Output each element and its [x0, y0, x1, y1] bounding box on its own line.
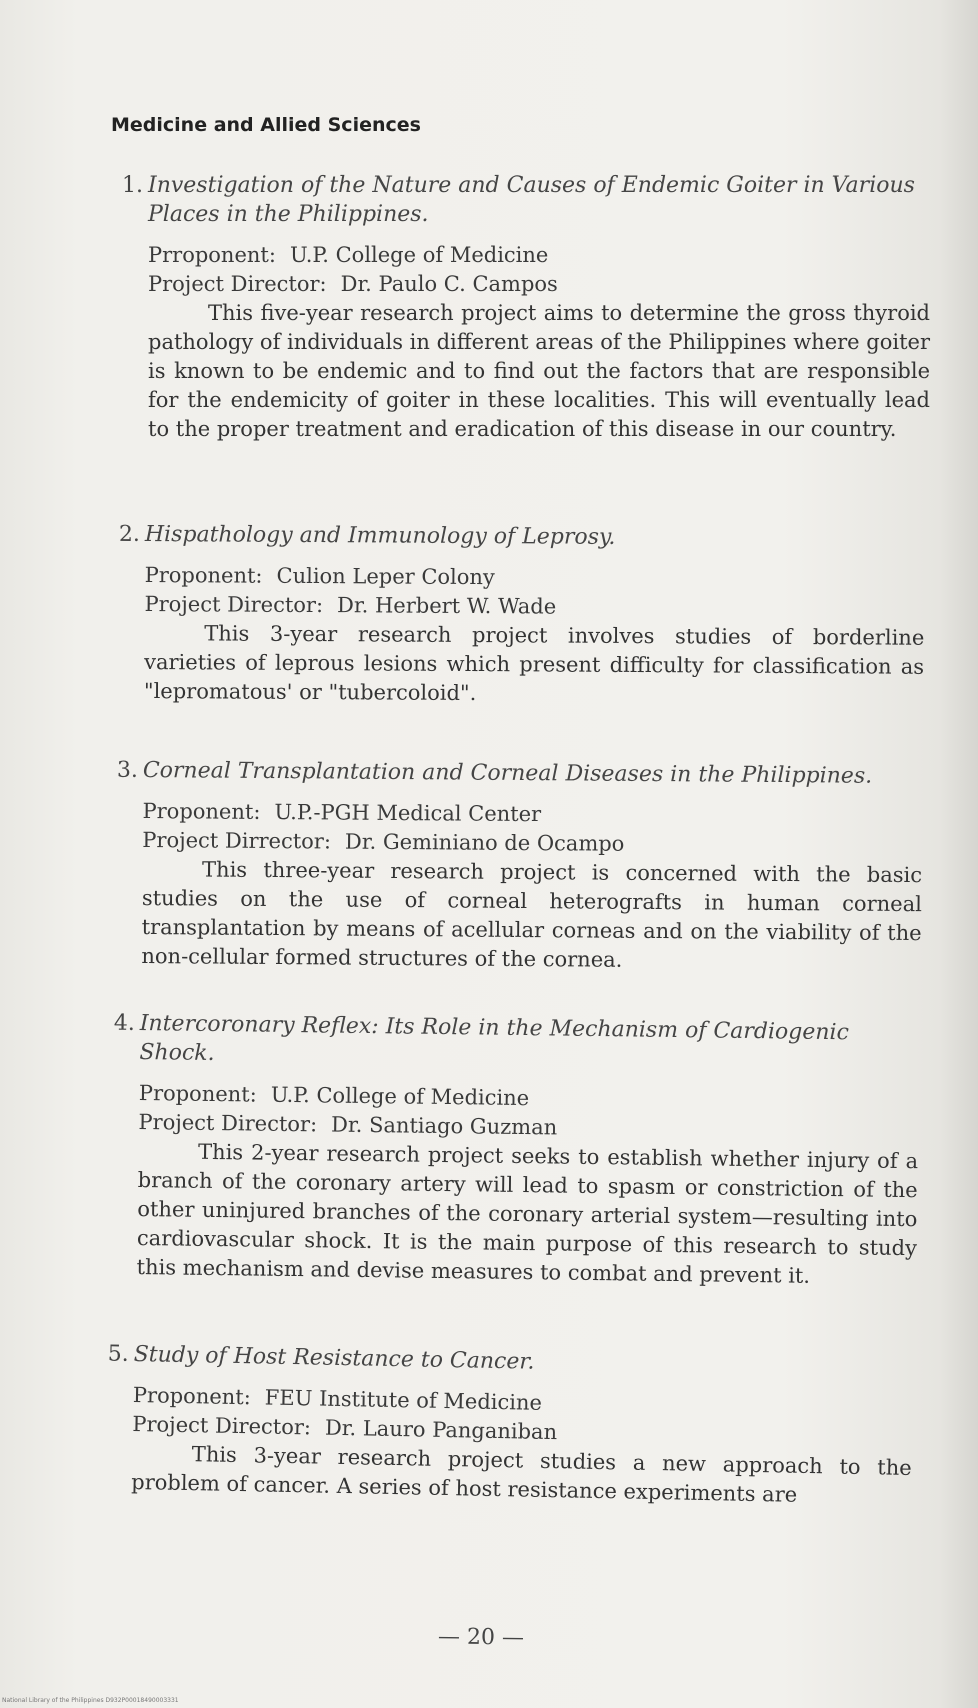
entry-number: 5.	[107, 1341, 129, 1367]
director-label: Project Director:	[148, 272, 327, 296]
entry-title-row	[118, 520, 925, 554]
entry-title: Corneal Transplantation and Corneal Diseases in the Philippines.	[142, 757, 873, 789]
project-entry-2	[118, 520, 925, 711]
proponent-label: Proponent:	[142, 798, 261, 824]
entry-number: 1.	[122, 173, 143, 198]
proponent-line	[145, 561, 925, 595]
entry-title: Investigation of the Nature and Causes of Endemic Goiter in Various Places in the Philippines.	[148, 173, 915, 227]
director-label: Project Dirrector:	[142, 827, 332, 854]
entry-number: 4.	[113, 1010, 135, 1036]
entry-title-row	[122, 171, 930, 229]
project-entry-3	[116, 756, 923, 977]
proponent-value: U.P. College of Medicine	[289, 243, 549, 267]
director-value: Dr. Paulo C. Campos	[340, 272, 558, 296]
proponent-value: Culion Leper Colony	[276, 563, 495, 590]
entry-meta	[144, 561, 924, 624]
proponent-value: U.P.-PGH Medical Center	[274, 800, 542, 827]
proponent-label: Proponent:	[138, 1080, 257, 1107]
director-line	[148, 270, 930, 299]
entry-title: Hispathology and Immunology of Leprosy.	[144, 521, 616, 550]
entry-meta	[148, 241, 930, 299]
entry-description: This 3-year research project involves studies of borderline varieties of leprous lesions which present difficulty for classification as "lepromatous' or "tubercoloid".	[143, 621, 925, 706]
project-entry-4	[113, 1009, 920, 1292]
entry-description: This five-year research project aims to determine the gross thyroid pathology of individuals in different areas of the Philippines where goiter is known to be endemic and to find out the factors that are responsible for the endemicity of goiter in these localities. This will eventually lead to the proper treatment and eradication of this disease in our country.	[148, 301, 930, 441]
director-label: Project Director:	[132, 1411, 312, 1440]
page-number: — 20 —	[437, 1624, 525, 1651]
director-value: Dr. Santiago Guzman	[330, 1112, 558, 1140]
proponent-value: FEU Institute of Medicine	[264, 1385, 543, 1415]
director-value: Dr. Lauro Panganiban	[324, 1415, 558, 1445]
entry-title-row	[113, 1009, 920, 1077]
proponent-line	[148, 241, 930, 270]
entry-description: This 3-year research project studies a new approach to the problem of cancer. A series of host resistance experiments are	[131, 1442, 912, 1507]
project-entry-1	[122, 171, 930, 444]
entry-title-row	[107, 1340, 913, 1384]
entry-description: This 2-year research project seeks to establish whether injury of a branch of the coronary artery will lead to spasm or constriction of the other uninjured branches of the coronary arterial system—resulting into cardiovascular shock. It is the main purpose of this research to study this mechanism and devise measures to combat and prevent it.	[136, 1139, 919, 1288]
director-value: Dr. Geminiano de Ocampo	[344, 829, 625, 856]
section-heading: Medicine and Allied Sciences	[111, 114, 421, 136]
entry-title-row	[116, 756, 923, 791]
entry-title: Study of Host Resistance to Cancer.	[133, 1341, 535, 1375]
director-line	[144, 590, 924, 624]
entry-description: This three-year research project is concerned with the basic studies on the use of corneal heterografts in human corneal transplantation by means of acellular corneas and on the viability of the non-cellular formed structures of the cornea.	[141, 857, 923, 972]
proponent-label: Proponent:	[144, 562, 263, 588]
entry-number: 3.	[116, 757, 138, 783]
archive-footer-note: National Library of the Philippines D932P00018490003331	[2, 1697, 179, 1704]
entry-meta	[138, 1079, 919, 1147]
proponent-value: U.P. College of Medicine	[270, 1082, 530, 1111]
entry-title: Intercoronary Reflex: Its Role in the Mechanism of Cardiogenic Shock.	[139, 1010, 850, 1066]
director-value: Dr. Herbert W. Wade	[337, 593, 557, 619]
director-label: Project Director:	[138, 1109, 318, 1137]
proponent-label: Prroponent:	[148, 243, 276, 267]
proponent-label: Proponent:	[132, 1382, 252, 1410]
director-label: Project Director:	[144, 591, 324, 618]
entry-number: 2.	[118, 521, 140, 547]
entry-meta	[142, 797, 922, 861]
project-entry-5	[107, 1340, 914, 1512]
